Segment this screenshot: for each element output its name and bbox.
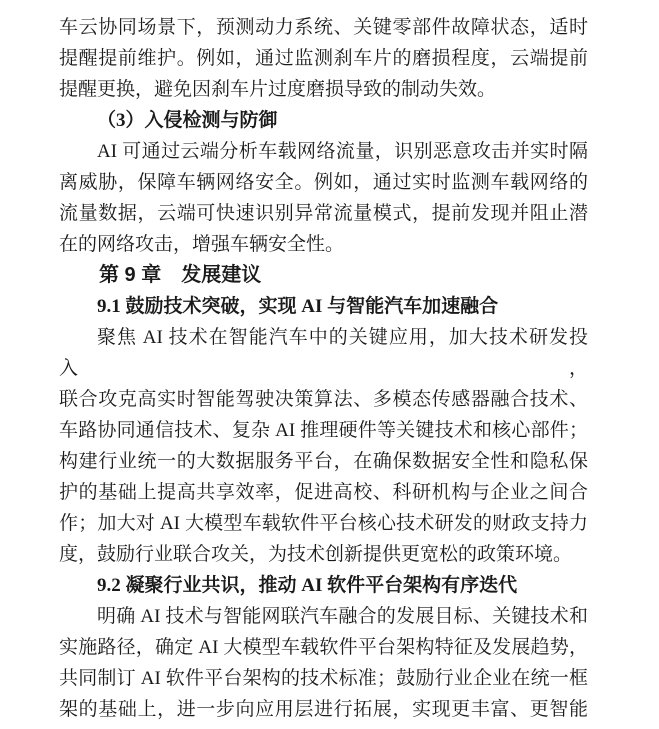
chapter-heading-9: 第 9 章 发展建议 bbox=[99, 264, 262, 286]
paragraph-predictive-maintenance: 提醒更换，避免因刹车片过度磨损导致的制动失效。 bbox=[59, 79, 497, 100]
sub-heading-intrusion-detection: （3）入侵检测与防御 bbox=[97, 110, 278, 131]
paragraph-network-security: 在的网络攻击，增强车辆安全性。 bbox=[59, 234, 345, 255]
paragraph-industry-consensus: 明确 AI 技术与智能网联汽车融合的发展目标、关键技术和 bbox=[97, 606, 588, 627]
paragraph-tech-breakthrough: 护的基础上提高共享效率，促进高校、科研机构与企业之间合 bbox=[59, 482, 588, 503]
paragraph-network-security: 流量数据，云端可快速识别异常流量模式，提前发现并阻止潜 bbox=[59, 203, 588, 224]
section-heading-9-1: 9.1 鼓励技术突破，实现 AI 与智能汽车加速融合 bbox=[97, 296, 499, 317]
paragraph-predictive-maintenance: 提醒提前维护。例如，通过监测刹车片的磨损程度，云端提前 bbox=[59, 48, 588, 69]
paragraph-tech-breakthrough: 作；加大对 AI 大模型车载软件平台核心技术研发的财政支持力 bbox=[59, 513, 588, 534]
document-content bbox=[59, 12, 588, 725]
paragraph-network-security: 离威胁，保障车辆网络安全。例如，通过实时监测车载网络的 bbox=[59, 172, 588, 193]
section-heading-9-2: 9.2 凝聚行业共识，推动 AI 软件平台架构有序迭代 bbox=[97, 575, 518, 596]
paragraph-industry-consensus: 实施路径，确定 AI 大模型车载软件平台架构特征及发展趋势， bbox=[59, 637, 588, 658]
paragraph-tech-breakthrough: 车路协同通信技术、复杂 AI 推理硬件等关键技术和核心部件； bbox=[59, 420, 588, 441]
paragraph-tech-breakthrough: 聚焦 AI 技术在智能汽车中的关键应用，加大技术研发投入， bbox=[59, 327, 588, 379]
paragraph-industry-consensus: 共同制订 AI 软件平台架构的技术标准；鼓励行业企业在统一框 bbox=[59, 668, 588, 689]
paragraph-tech-breakthrough: 联合攻克高实时智能驾驶决策算法、多模态传感器融合技术、 bbox=[59, 389, 588, 410]
paragraph-network-security: AI 可通过云端分析车载网络流量，识别恶意攻击并实时隔 bbox=[97, 141, 588, 162]
paragraph-industry-consensus: 架的基础上，进一步向应用层进行拓展，实现更丰富、更智能 bbox=[59, 699, 588, 720]
paragraph-predictive-maintenance: 车云协同场景下，预测动力系统、关键零部件故障状态，适时 bbox=[59, 17, 588, 38]
paragraph-tech-breakthrough: 度，鼓励行业联合攻关，为技术创新提供更宽松的政策环境。 bbox=[59, 544, 573, 565]
paragraph-tech-breakthrough: 构建行业统一的大数据服务平台，在确保数据安全性和隐私保 bbox=[59, 451, 588, 472]
